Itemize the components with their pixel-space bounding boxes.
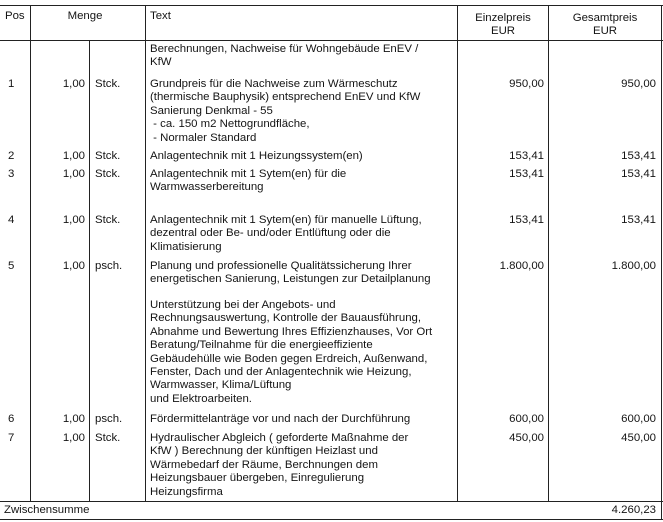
row-2-qty: 1,00 xyxy=(62,150,85,162)
col-divider-gesamt xyxy=(548,5,549,501)
table-top-border xyxy=(0,5,663,6)
row-4-unit-price: 153,41 xyxy=(509,214,544,226)
table-right-border xyxy=(661,5,662,519)
row-1-unit-price: 950,00 xyxy=(509,78,544,90)
row-2-total: 153,41 xyxy=(621,150,656,162)
col-divider-einzel xyxy=(457,5,458,501)
subtotal-value: 4.260,23 xyxy=(611,504,656,516)
header-einzelpreis: Einzelpreis EUR xyxy=(475,12,531,38)
row-4-unit: Stck. xyxy=(95,214,121,226)
footer-bottom-border xyxy=(0,519,663,520)
row-3-text: Anlagentechnik mit 1 Sytem(en) für die Warmwasserbereitung xyxy=(150,168,347,194)
row-6-unit: psch. xyxy=(95,413,123,425)
header-menge: Menge xyxy=(67,10,103,22)
row-1-unit: Stck. xyxy=(95,78,121,90)
col-divider-pos xyxy=(30,5,31,501)
row-4-pos: 4 xyxy=(8,214,15,226)
row-7-unit-price: 450,00 xyxy=(509,432,544,444)
row-7-pos: 7 xyxy=(8,432,15,444)
row-5-unit: psch. xyxy=(95,260,123,272)
row-4-qty: 1,00 xyxy=(62,214,85,226)
col-divider-text xyxy=(145,5,146,501)
row-1-text: Grundpreis für die Nachweise zum Wärmeschutz (thermische Bauphysik) entsprechend EnEV und KfW Sanierung Denkmal - 55 - ca. 150 m2 Nettogrundfläche, - Normaler Standard xyxy=(150,78,421,144)
row-1-pos: 1 xyxy=(8,78,15,90)
row-6-pos: 6 xyxy=(8,413,15,425)
row-5-pos: 5 xyxy=(8,260,15,272)
row-2-unit: Stck. xyxy=(95,150,121,162)
row-5-text: Planung und professionelle Qualitätssicherung Ihrer energetischen Sanierung, Leistungen zur Detailplanung xyxy=(150,260,431,286)
row-5-qty: 1,00 xyxy=(62,260,85,272)
col-divider-unit xyxy=(89,40,90,501)
row-6-total: 600,00 xyxy=(621,413,656,425)
row-5-total: 1.800,00 xyxy=(611,260,656,272)
section-title: Berechnungen, Nachweise für Wohngebäude EnEV / KfW xyxy=(150,43,419,69)
row-1-total: 950,00 xyxy=(621,78,656,90)
row-4-total: 153,41 xyxy=(621,214,656,226)
row-2-unit-price: 153,41 xyxy=(509,150,544,162)
row-6-unit-price: 600,00 xyxy=(509,413,544,425)
row-3-qty: 1,00 xyxy=(62,168,85,180)
row-1-qty: 1,00 xyxy=(62,78,85,90)
row-6-text: Fördermittelanträge vor und nach der Durchführung xyxy=(150,413,411,425)
row-7-total: 450,00 xyxy=(621,432,656,444)
row-5-text-details: Unterstützung bei der Angebots- und Rechnungsauswertung, Kontrolle der Bauausführung, Abnahme und Bewertung Ihres Effizienzhauses, Vor Ort Beratung/Teilnahme für die energieeffiziente Gebäudehülle wie Boden gegen Erdreich, Außenwand, Fenster, Dach und der Anlagentechnik wie Heizung, Warmwasser, Klima/Lüftung und Elektroarbeiten. xyxy=(150,299,433,405)
row-2-pos: 2 xyxy=(8,150,15,162)
header-gesamtpreis: Gesamtpreis EUR xyxy=(572,12,638,38)
row-6-qty: 1,00 xyxy=(62,413,85,425)
row-5-unit-price: 1.800,00 xyxy=(499,260,544,272)
header-bottom-border xyxy=(0,40,663,41)
row-4-text: Anlagentechnik mit 1 Sytem(en) für manuelle Lüftung, dezentral oder Be- und/oder Entlüftung oder die Klimatisierung xyxy=(150,214,422,253)
header-pos: Pos xyxy=(5,10,25,22)
row-7-qty: 1,00 xyxy=(62,432,85,444)
footer-top-border xyxy=(0,501,663,502)
row-7-unit: Stck. xyxy=(95,432,121,444)
row-7-text: Hydraulischer Abgleich ( geforderte Maßnahme der KfW ) Berechnung der künftigen Heizlast und Wärmebedarf der Räume, Berchnungen dem Heizungsbauer übergeben, Einregulierung Heizungsfirma xyxy=(150,432,409,498)
row-3-pos: 3 xyxy=(8,168,15,180)
row-3-unit-price: 153,41 xyxy=(509,168,544,180)
header-text: Text xyxy=(150,10,171,22)
row-2-text: Anlagentechnik mit 1 Heizungssystem(en) xyxy=(150,150,363,162)
subtotal-label: Zwischensumme xyxy=(4,504,90,516)
row-3-total: 153,41 xyxy=(621,168,656,180)
row-3-unit: Stck. xyxy=(95,168,121,180)
